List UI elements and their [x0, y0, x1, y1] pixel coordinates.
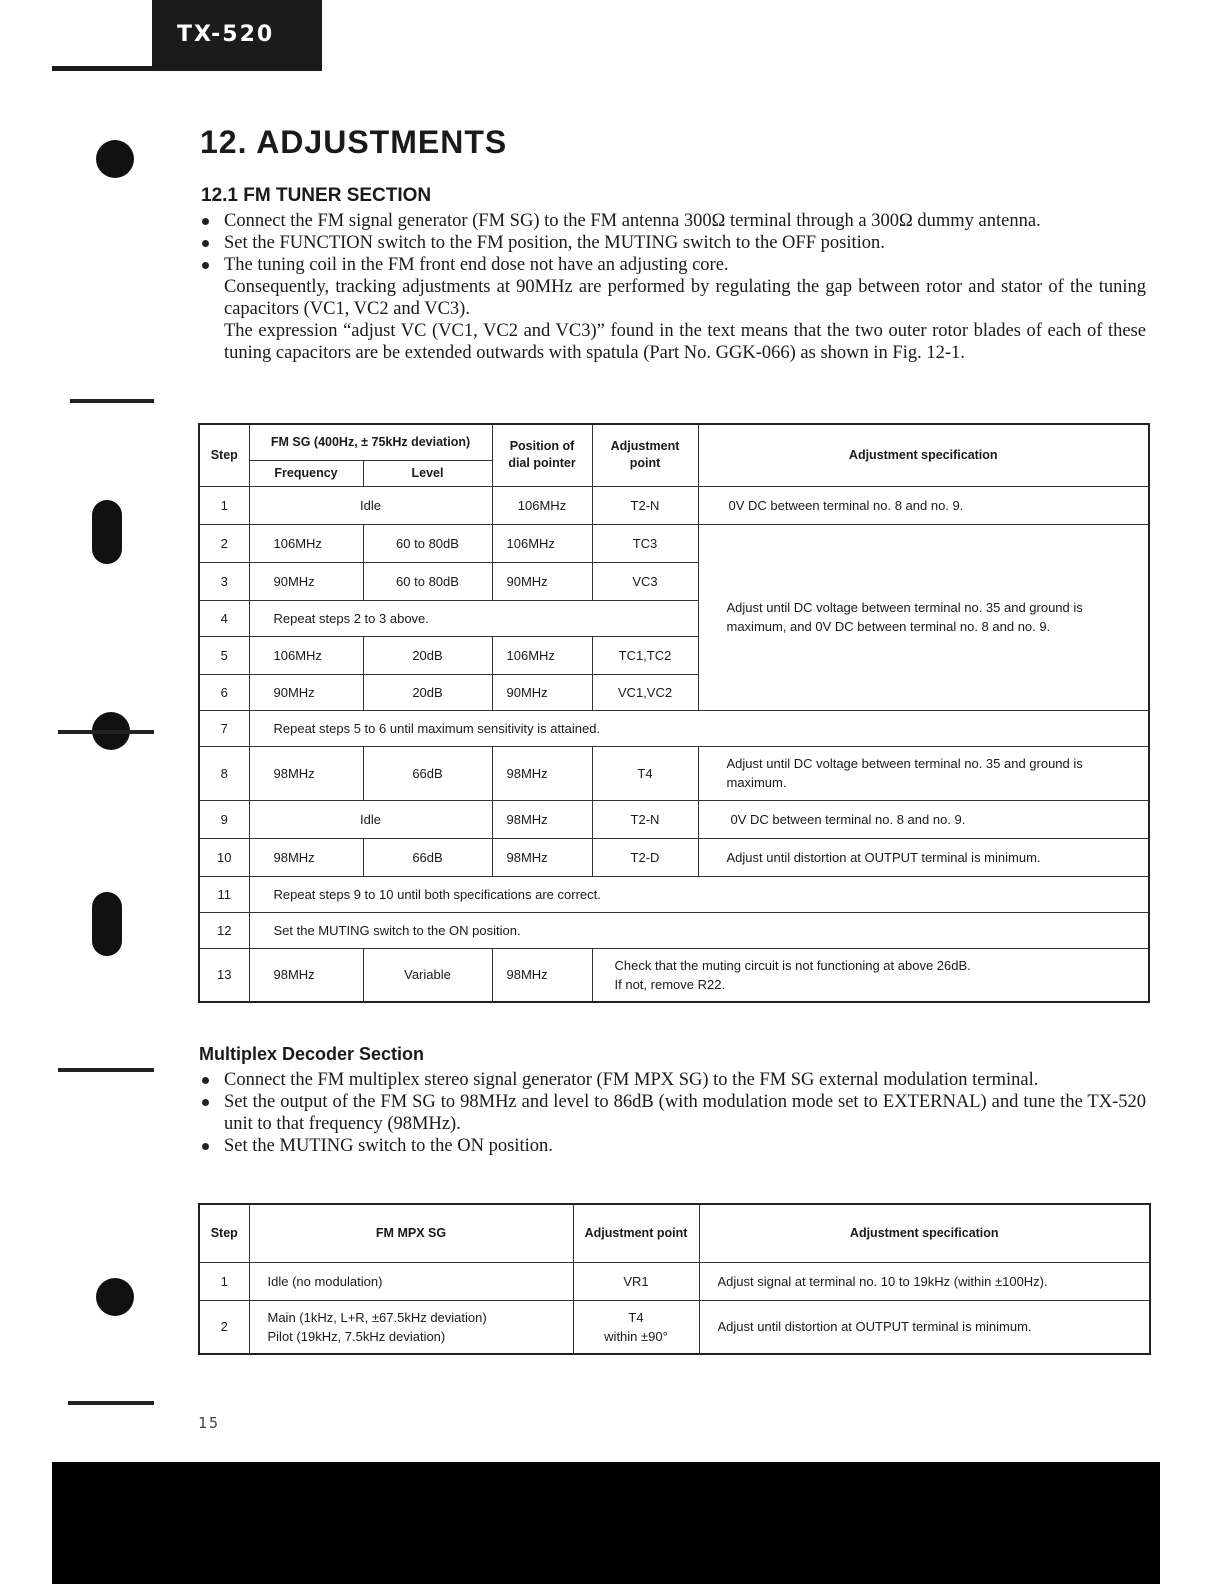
spec-cell: Adjust signal at terminal no. 10 to 19kHz (within ±100Hz).	[699, 1262, 1150, 1300]
list-item	[200, 254, 1146, 364]
header-step: Step	[199, 424, 249, 486]
section-heading-fm-tuner: 12.1 FM TUNER SECTION	[201, 185, 432, 206]
margin-rule	[68, 1401, 154, 1405]
level-cell: Variable	[363, 948, 492, 1002]
step-cell: 2	[199, 524, 249, 562]
step-cell: 4	[199, 600, 249, 636]
list-item: Connect the FM multiplex stereo signal generator (FM MPX SG) to the FM SG external modulation terminal.	[200, 1069, 1146, 1091]
dial-cell: 90MHz	[492, 674, 592, 710]
binder-hole	[92, 500, 122, 564]
table-row	[199, 486, 1149, 524]
step-cell: 13	[199, 948, 249, 1002]
scan-bottom-band	[52, 1462, 1160, 1584]
point-cell	[573, 1300, 699, 1354]
header-rule	[52, 66, 322, 71]
header-dial-position: Position of dial pointer	[492, 424, 592, 486]
frequency-cell: 98MHz	[249, 948, 363, 1002]
table-row	[199, 524, 1149, 562]
point-cell	[573, 1262, 699, 1300]
level-cell: 66dB	[363, 838, 492, 876]
header-adjustment-spec: Adjustment specification	[699, 1204, 1150, 1262]
point-cell: T4	[592, 746, 698, 800]
header-frequency: Frequency	[249, 460, 363, 486]
binder-hole	[96, 140, 134, 178]
level-cell: 60 to 80dB	[363, 524, 492, 562]
mpx-bullets	[200, 1069, 1146, 1157]
table-row	[199, 948, 1149, 1002]
margin-rule	[58, 730, 154, 734]
header-fm-sg: FM SG (400Hz, ± 75kHz deviation)	[249, 424, 492, 460]
header-step: Step	[199, 1204, 249, 1262]
dial-cell: 98MHz	[492, 746, 592, 800]
step-cell: 1	[199, 486, 249, 524]
header-adjustment-point: Adjustment point	[592, 424, 698, 486]
table-row	[199, 876, 1149, 912]
table-row	[199, 746, 1149, 800]
list-item: Set the MUTING switch to the ON position.	[200, 1135, 1146, 1157]
sg-cell: Idle	[249, 486, 492, 524]
sg-line: Idle (no modulation)	[267, 1273, 383, 1289]
point-cell: T2-N	[592, 800, 698, 838]
sg-cell	[249, 1300, 573, 1354]
table-row	[199, 838, 1149, 876]
sg-line: Main (1kHz, L+R, ±67.5kHz deviation)	[267, 1309, 487, 1325]
spec-line: Check that the muting circuit is not functioning at above 26dB.	[614, 957, 971, 973]
step-cell: 8	[199, 746, 249, 800]
step-cell: 12	[199, 912, 249, 948]
instruction-cell: Repeat steps 5 to 6 until maximum sensitivity is attained.	[249, 710, 1149, 746]
page-title: 12. ADJUSTMENTS	[200, 124, 508, 160]
fm-tuner-bullets	[200, 210, 1146, 364]
dial-cell: 106MHz	[492, 524, 592, 562]
dial-cell: 98MHz	[492, 948, 592, 1002]
step-cell: 11	[199, 876, 249, 912]
paragraph: Consequently, tracking adjustments at 90MHz are performed by regulating the gap between rotor and stator of the tuning capacitors (VC1, VC2 and VC3).	[224, 277, 1146, 319]
sg-cell: Idle	[249, 800, 492, 838]
frequency-cell: 90MHz	[249, 674, 363, 710]
paragraph: The tuning coil in the FM front end dose not have an adjusting core.	[224, 255, 729, 275]
header-adjustment-spec: Adjustment specification	[698, 424, 1149, 486]
binder-hole	[96, 1278, 134, 1316]
point-cell: TC1,TC2	[592, 636, 698, 674]
level-cell: 66dB	[363, 746, 492, 800]
spec-cell: 0V DC between terminal no. 8 and no. 9.	[698, 800, 1149, 838]
step-cell: 7	[199, 710, 249, 746]
level-cell: 60 to 80dB	[363, 562, 492, 600]
table-header-row	[199, 424, 1149, 460]
spec-line: If not, remove R22.	[614, 976, 726, 992]
dial-cell: 106MHz	[492, 636, 592, 674]
instruction-cell: Repeat steps 9 to 10 until both specifications are correct.	[249, 876, 1149, 912]
table-row	[199, 1262, 1150, 1300]
spec-cell: Adjust until DC voltage between terminal no. 35 and ground is maximum.	[698, 746, 1149, 800]
list-item: Connect the FM signal generator (FM SG) to the FM antenna 300Ω terminal through a 300Ω dummy antenna.	[200, 210, 1146, 232]
point-cell: VC3	[592, 562, 698, 600]
list-item: Set the FUNCTION switch to the FM position, the MUTING switch to the OFF position.	[200, 232, 1146, 254]
sg-line: Pilot (19kHz, 7.5kHz deviation)	[267, 1328, 446, 1344]
left-margin	[0, 0, 52, 1584]
binder-hole	[92, 892, 122, 956]
frequency-cell: 90MHz	[249, 562, 363, 600]
step-cell: 2	[199, 1300, 249, 1354]
frequency-cell: 106MHz	[249, 636, 363, 674]
spec-cell: 0V DC between terminal no. 8 and no. 9.	[698, 486, 1149, 524]
point-line: VR1	[623, 1273, 649, 1289]
step-cell: 5	[199, 636, 249, 674]
margin-rule	[70, 399, 154, 403]
level-cell: 20dB	[363, 636, 492, 674]
header-adjustment-point: Adjustment point	[573, 1204, 699, 1262]
section-heading-mpx: Multiplex Decoder Section	[199, 1044, 425, 1064]
frequency-cell: 98MHz	[249, 838, 363, 876]
point-cell: T2-N	[592, 486, 698, 524]
spec-cell: Adjust until distortion at OUTPUT terminal is minimum.	[699, 1300, 1150, 1354]
dial-cell: 98MHz	[492, 800, 592, 838]
spec-cell: Adjust until distortion at OUTPUT terminal is minimum.	[698, 838, 1149, 876]
table-row	[199, 1300, 1150, 1354]
mpx-adjustment-table	[198, 1203, 1151, 1355]
frequency-cell: 98MHz	[249, 746, 363, 800]
model-label: TX-520	[177, 21, 275, 47]
step-cell: 10	[199, 838, 249, 876]
paragraph: The expression “adjust VC (VC1, VC2 and VC3)” found in the text means that the two outer rotor blades of each of these tuning capacitors are be extended outwards with spatula (Part No. GGK-066) as shown in Fig. 12-1.	[224, 321, 1146, 363]
fm-tuner-adjustment-table	[198, 423, 1150, 1003]
step-cell: 6	[199, 674, 249, 710]
level-cell: 20dB	[363, 674, 492, 710]
step-cell: 9	[199, 800, 249, 838]
dial-cell: 90MHz	[492, 562, 592, 600]
margin-rule	[58, 1068, 154, 1072]
right-margin	[1160, 0, 1224, 1584]
point-line: T4	[628, 1309, 644, 1325]
dial-cell: 106MHz	[492, 486, 592, 524]
spec-cell	[592, 948, 1149, 1002]
dial-cell: 98MHz	[492, 838, 592, 876]
point-cell: T2-D	[592, 838, 698, 876]
table-row	[199, 710, 1149, 746]
step-cell: 3	[199, 562, 249, 600]
list-item: Set the output of the FM SG to 98MHz and level to 86dB (with modulation mode set to EXTERNAL) and tune the TX-520 unit to that frequency (98MHz).	[200, 1091, 1146, 1135]
point-cell: VC1,VC2	[592, 674, 698, 710]
header-level: Level	[363, 460, 492, 486]
point-line: within ±90°	[604, 1328, 668, 1344]
step-cell: 1	[199, 1262, 249, 1300]
sg-cell	[249, 1262, 573, 1300]
header-fm-mpx-sg: FM MPX SG	[249, 1204, 573, 1262]
frequency-cell: 106MHz	[249, 524, 363, 562]
instruction-cell: Set the MUTING switch to the ON position.	[249, 912, 1149, 948]
table-header-row	[199, 1204, 1150, 1262]
model-tab	[152, 0, 322, 68]
table-row	[199, 912, 1149, 948]
instruction-cell: Repeat steps 2 to 3 above.	[249, 600, 698, 636]
table-row	[199, 800, 1149, 838]
page-number: 15	[198, 1414, 221, 1432]
spec-cell: Adjust until DC voltage between terminal no. 35 and ground is maximum, and 0V DC between terminal no. 8 and no. 9.	[698, 524, 1149, 710]
point-cell: TC3	[592, 524, 698, 562]
